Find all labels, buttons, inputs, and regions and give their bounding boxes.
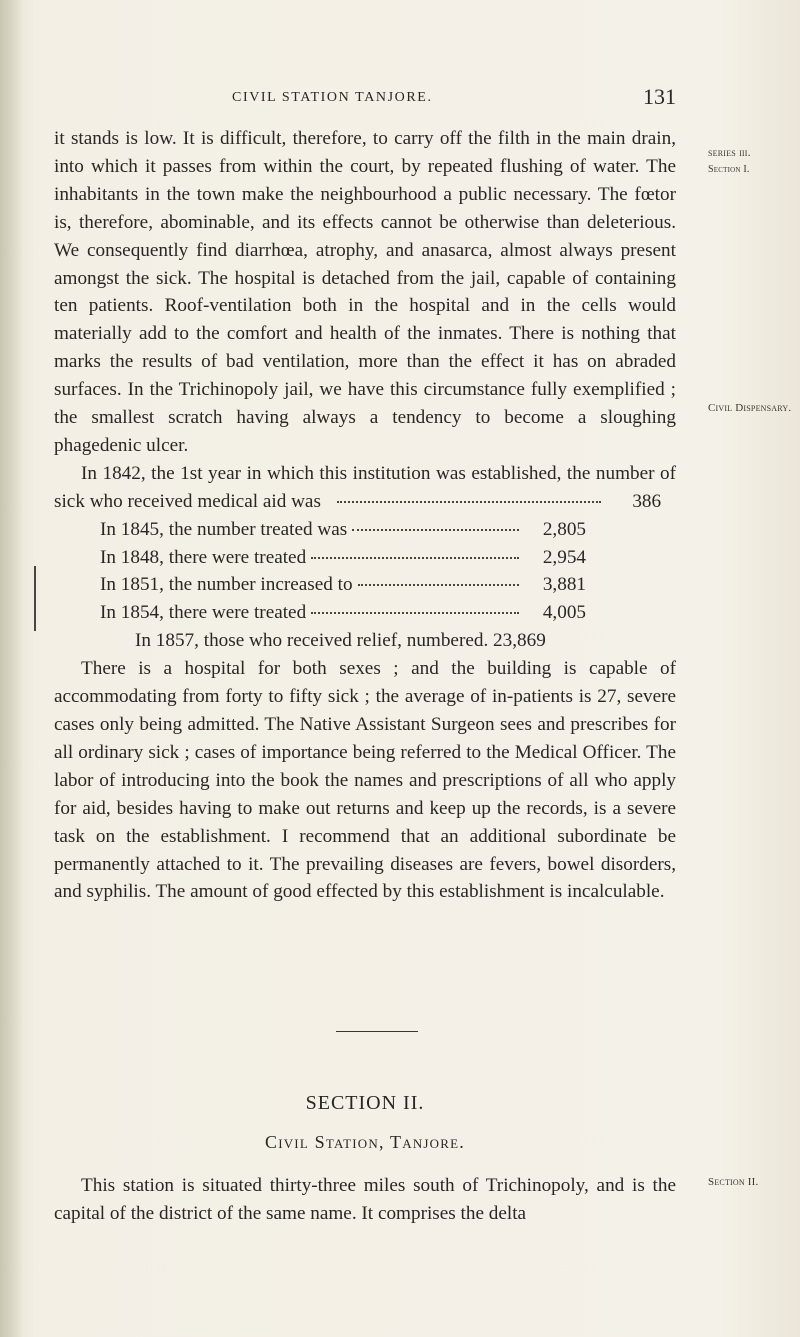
table-row-1848 [100,544,586,572]
section-two-text [54,1172,676,1228]
main-text-block [54,125,676,906]
row-value: 4,005 [542,602,586,624]
section-subtitle: Civil Station, Tanjore. [264,1132,465,1152]
page-number: 131 [643,84,676,109]
leader-dots [337,501,601,503]
civil-dispensary-marginal-note: Civil Dispensary. [708,402,792,414]
body-paragraph-3: There is a hospital for both sexes ; and the building is capable of accommodating from forty to fifty sick ; the average of in-patients is 27, severe cases only being admitted. The Native Assistant Surgeon sees and prescribes for all ordinary sick ; cases of importance being referred to the Medical Officer. The labor of introducing into the book the names and prescriptions of all who apply for aid, besides having to make out returns and keep up the records, is a severe task on the establishment. I recommend that an additional subordinate be permanently attached to it. The prevailing diseases are fevers, bowel disorders, and syphilis. The amount of good effected by this establishment is incalculable. [54,658,676,903]
row-label: In 1848, there were treated [100,546,307,568]
row-label: In 1854, there were treated [100,602,307,624]
row-value: 2,954 [542,546,586,568]
table-row-1854 [100,599,586,627]
section-two-marginal-note: Section II. [708,1176,759,1188]
row-value: 3,881 [542,574,586,596]
row-label: In 1845, the number treated was [100,518,348,540]
section-title: SECTION II. [305,1092,425,1114]
table-row-1851 [100,571,586,599]
row-label: In 1851, the number increased to [100,574,353,596]
row-leader-dots [352,529,519,531]
establishment-count: 386 [632,490,662,512]
section-one-label: Section I. [708,164,750,175]
section-divider [336,1031,418,1032]
establishment-paragraph [54,460,676,516]
row-value: 2,805 [542,518,586,540]
page-header [54,84,676,124]
section-two-paragraph: This station is situated thirty-three miles south of Trichinopoly, and is the capital of the district of the same name. It comprises the delta [54,1175,676,1224]
body-paragraph-1: it stands is low. It is difficult, therefore, to carry off the filth in the main drain, into which it passes from within the court, by repeated flushing of water. The inhabitants in the town make the neighbourhood a public necessary. The fœtor is, therefore, abominable, and its effects cannot be otherwise than deleterious. We consequently find diarrhœa, atrophy, and anasarca, almost always present amongst the sick. The hospital is detached from the jail, capable of containing ten patients. Roof-ventilation both in the hospital and in the cells would materially add to the comfort and health of the inmates. There is nothing that marks the results of bad ventilation, more than the effect it has on abraded surfaces. In the Trichinopoly jail, we have this circumstance fully exemplified ; the smallest scratch having always a tendency to become a sloughing phagedenic ulcer. [54,128,676,456]
treatment-table [100,516,586,628]
table-row-1845 [100,516,586,544]
series-marginal-note [708,145,751,177]
row-leader-dots [311,612,519,614]
establishment-text: In 1842, the 1st year in which this institution was established, the number of sick who received medical aid was [54,462,676,512]
running-head: CIVIL STATION TANJORE. [232,90,433,105]
row-leader-dots [311,557,519,559]
series-label: series iii. [708,145,751,159]
summary-line: In 1857, those who received relief, numbered. 23,869 [135,630,546,652]
row-leader-dots [358,584,519,586]
margin-rule [34,566,36,631]
